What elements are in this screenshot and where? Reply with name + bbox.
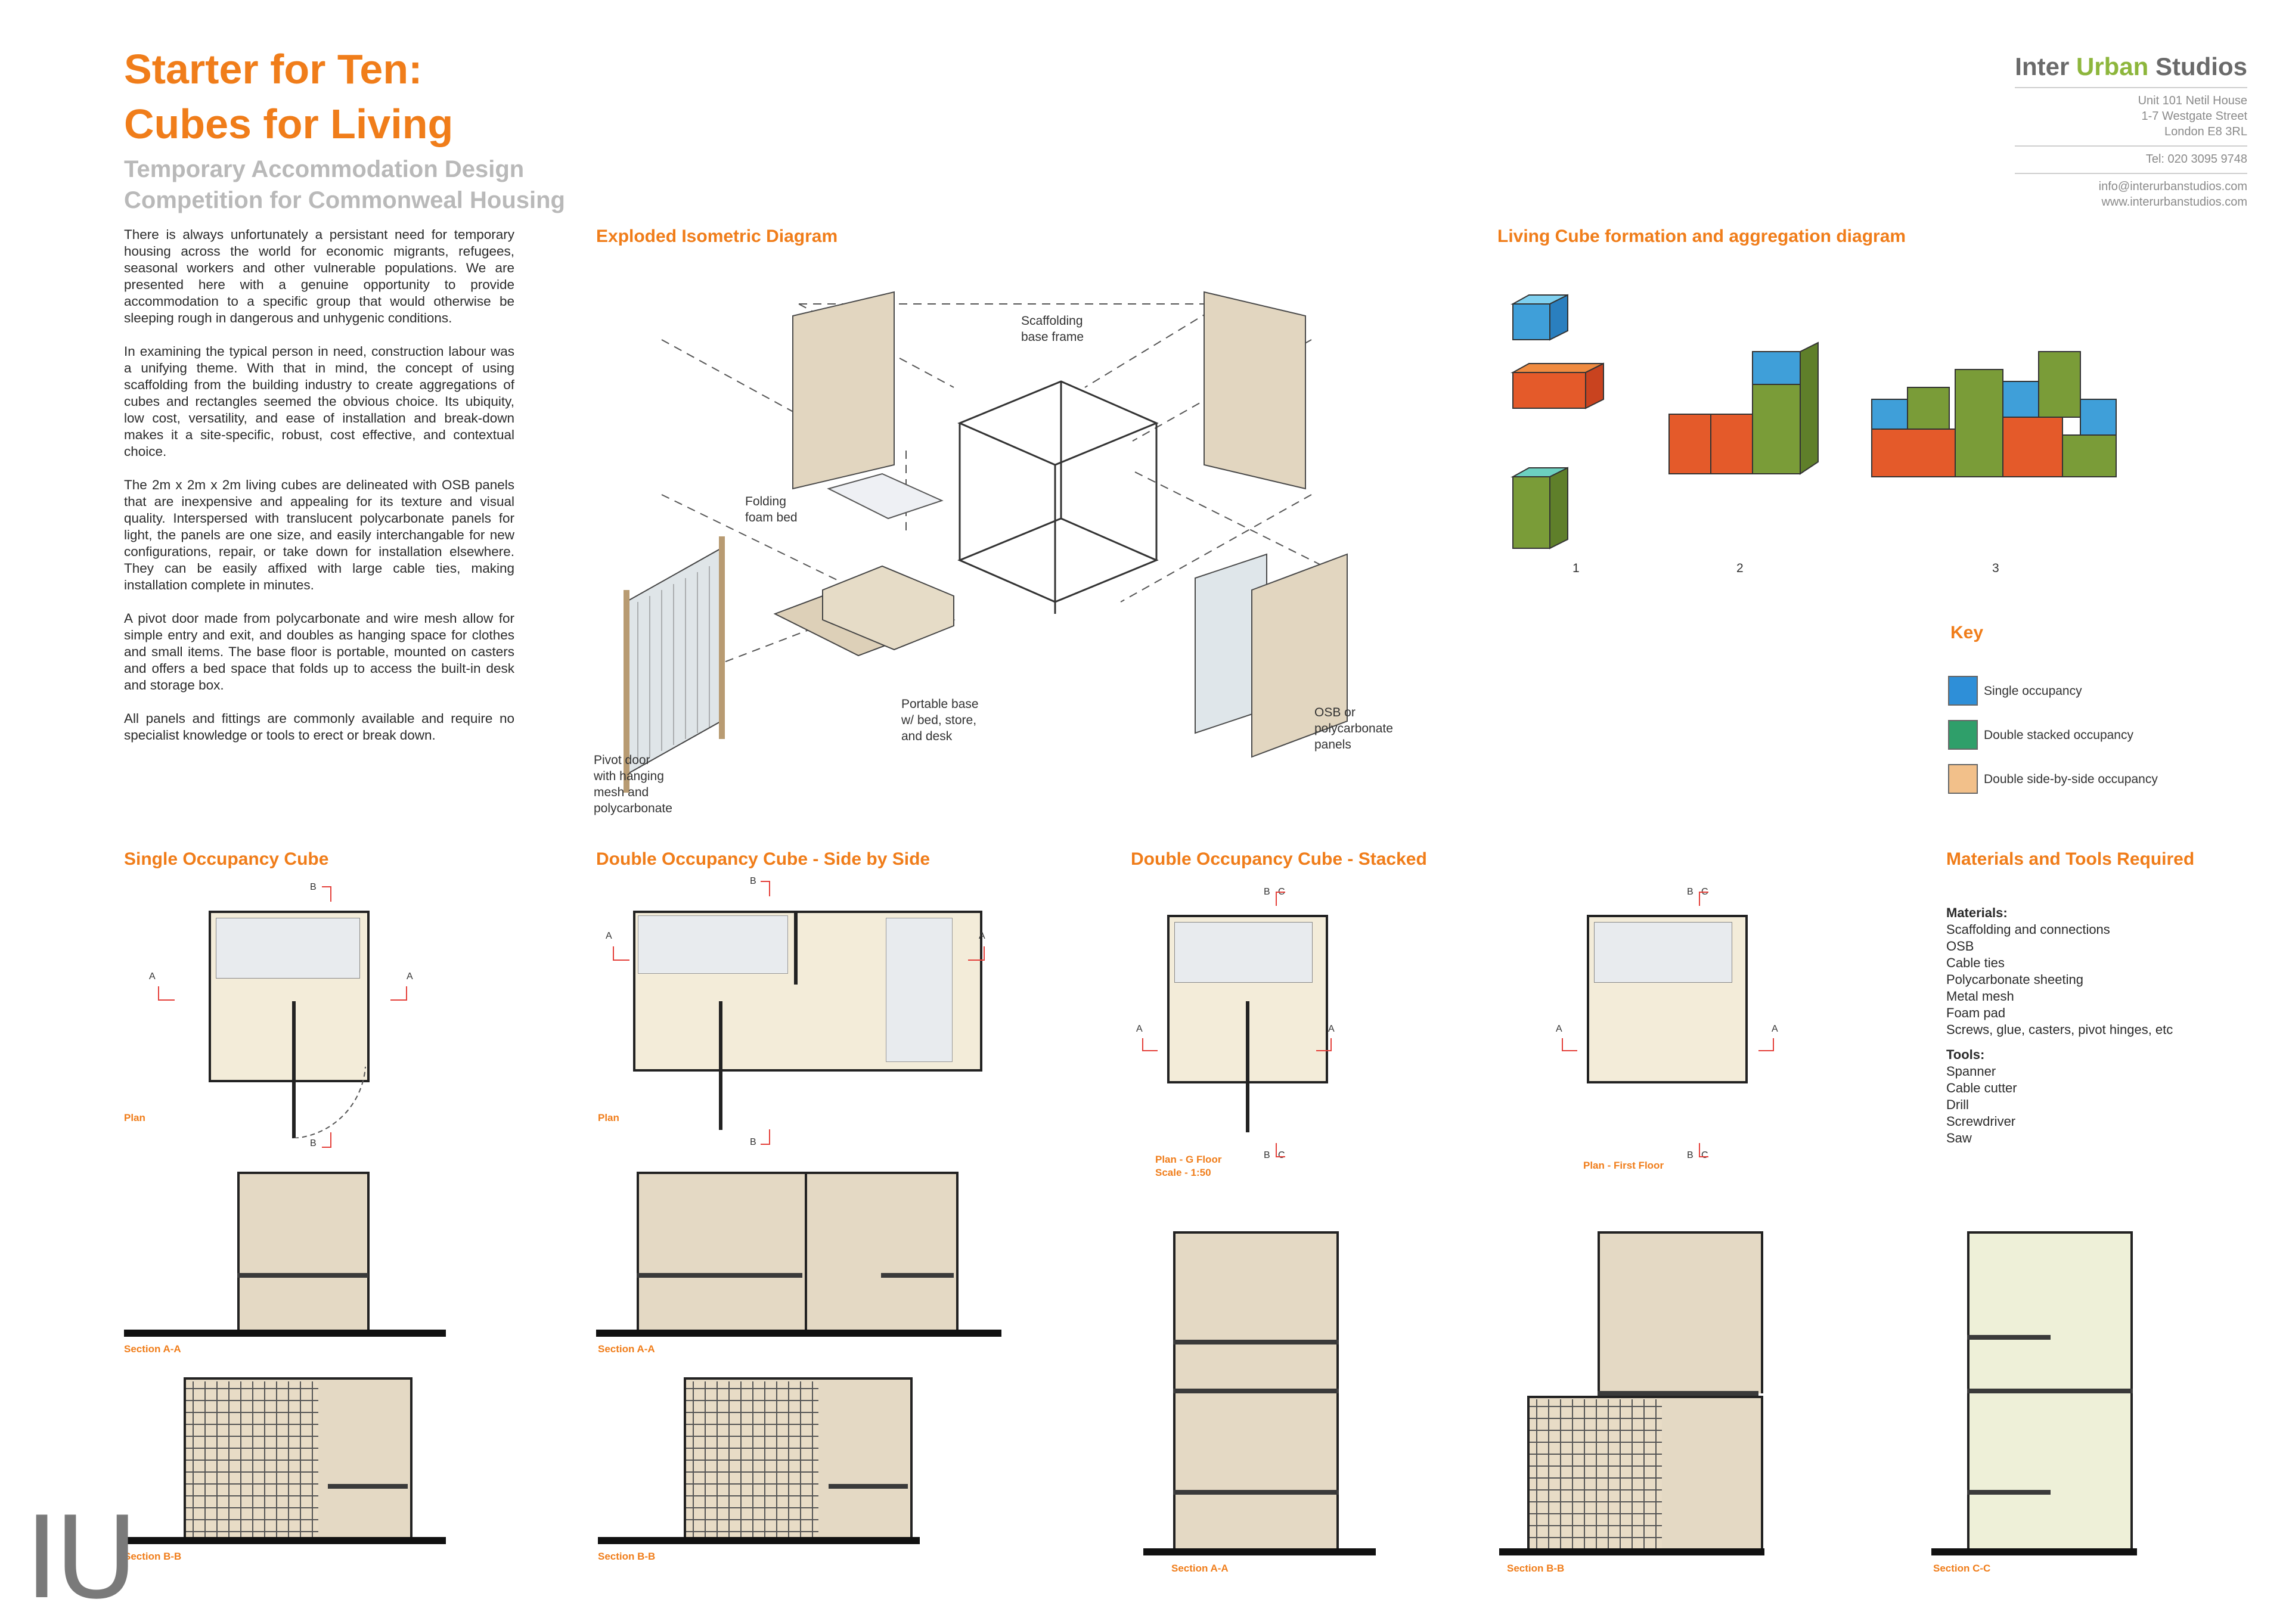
intro-paragraph-3: The 2m x 2m x 2m living cubes are delineated with OSB panels that are inexpensive and appealing for its texture and visual quality. Interspersed with translucent polycarbonate panels for light, the panels are one size, and easily interchangable for new configurations, repair, or take down for installation elsewhere. They can be easily affixed with large cable ties, making installation complete in minutes. bbox=[124, 477, 514, 592]
single-section-a-label: Section A-A bbox=[124, 1343, 181, 1355]
materials-title: Materials: bbox=[1946, 905, 2008, 920]
stacked-g-mark-bc-top: B C bbox=[1264, 887, 1285, 897]
stacked-first-mark-a-left: A bbox=[1556, 1024, 1562, 1034]
single-heading: Single Occupancy Cube bbox=[124, 849, 329, 869]
label-osb-panels: OSB or polycarbonate panels bbox=[1314, 706, 1393, 752]
single-mark-a-right: A bbox=[407, 971, 413, 982]
formation-number-2: 2 bbox=[1736, 561, 1744, 575]
exploded-diagram bbox=[572, 268, 1407, 822]
stacked-section-c-upper-desk bbox=[1967, 1335, 2051, 1340]
studio-email[interactable]: info@interurbanstudios.com bbox=[2098, 180, 2247, 193]
stacked-first-redline-bottom bbox=[1699, 1143, 1708, 1157]
tools-title: Tools: bbox=[1946, 1047, 1985, 1062]
stacked-first-mark-bc-top: B C bbox=[1687, 887, 1708, 897]
formation-diagram bbox=[1502, 280, 2158, 566]
studio-block bbox=[2015, 52, 2247, 210]
studio-web[interactable]: www.interurbanstudios.com bbox=[2101, 195, 2247, 209]
double-side-plan-door bbox=[719, 1001, 722, 1130]
stacked-section-a-lower-bed bbox=[1173, 1490, 1339, 1495]
key-swatch-double-stacked bbox=[1948, 720, 1978, 750]
single-section-a-bed bbox=[237, 1273, 368, 1278]
panel-right-top bbox=[1204, 292, 1305, 489]
double-side-mark-a-right: A bbox=[979, 931, 985, 941]
stacked-first-redline-top bbox=[1699, 892, 1708, 906]
formation-3 bbox=[1872, 352, 2116, 477]
stacked-section-c-ground bbox=[1931, 1548, 2137, 1555]
double-stacked-heading: Double Occupancy Cube - Stacked bbox=[1131, 849, 1427, 869]
tool-item: Cable cutter bbox=[1946, 1080, 2017, 1095]
double-side-redline-a-right bbox=[968, 946, 985, 961]
stacked-first-redline-a-right bbox=[1758, 1038, 1774, 1051]
double-side-plan bbox=[633, 911, 982, 1072]
double-side-section-a-label: Section A-A bbox=[598, 1343, 655, 1355]
stacked-first-mark-a-right: A bbox=[1772, 1024, 1778, 1034]
stacked-g-redline-a-left bbox=[1142, 1038, 1158, 1051]
material-item: Cable ties bbox=[1946, 955, 2005, 970]
formation-2 bbox=[1669, 343, 1818, 474]
material-item: Screws, glue, casters, pivot hinges, etc bbox=[1946, 1022, 2173, 1037]
material-item: Polycarbonate sheeting bbox=[1946, 972, 2083, 987]
double-side-section-b-desk bbox=[829, 1484, 908, 1489]
label-portable-base: Portable base w/ bed, store, and desk bbox=[901, 697, 979, 743]
intro-paragraph-1: There is always unfortunately a persistant need for temporary housing across the world for economic migrants, refugees, seasonal workers and other vulnerable populations. We are presented here with a genuine opportunity to provide accommodation to a specific group that would otherwise be sleeping rough in dangerous and unhygenic conditions. bbox=[124, 227, 514, 325]
tool-item: Screwdriver bbox=[1946, 1114, 2016, 1129]
formation-number-1: 1 bbox=[1572, 561, 1580, 575]
double-side-section-b-label: Section B-B bbox=[598, 1551, 656, 1562]
stacked-section-a-label: Section A-A bbox=[1171, 1563, 1229, 1574]
panel-left-top bbox=[793, 292, 894, 489]
exploded-heading: Exploded Isometric Diagram bbox=[596, 226, 838, 246]
stacked-section-a-floor bbox=[1173, 1389, 1339, 1393]
stacked-g-redline-bottom bbox=[1276, 1143, 1285, 1157]
single-section-a-wall bbox=[237, 1172, 370, 1332]
material-item: OSB bbox=[1946, 939, 1974, 954]
studio-name bbox=[2015, 52, 2247, 81]
double-side-section-a-wall-left bbox=[637, 1172, 807, 1332]
single-mark-b-top: B bbox=[310, 882, 317, 892]
stacked-plan-first-label: Plan - First Floor bbox=[1583, 1160, 1664, 1171]
single-mark-a-left: A bbox=[149, 971, 156, 982]
title-block bbox=[124, 42, 660, 216]
single-section-b-desk bbox=[328, 1484, 408, 1489]
stacked-section-c-label: Section C-C bbox=[1933, 1563, 1991, 1574]
material-item: Scaffolding and connections bbox=[1946, 922, 2110, 937]
stacked-g-redline-a-right bbox=[1316, 1038, 1332, 1051]
single-plan-bed bbox=[216, 918, 360, 979]
key-label-double-side: Double side-by-side occupancy bbox=[1984, 772, 2158, 786]
single-section-b-ground bbox=[124, 1537, 446, 1544]
double-side-plan-divider bbox=[794, 913, 798, 985]
studio-address-1: Unit 101 Netil House bbox=[2138, 94, 2247, 107]
stacked-section-b-label: Section B-B bbox=[1507, 1563, 1565, 1574]
studio-rule-2 bbox=[2015, 145, 2247, 147]
stacked-first-mark-bc-bottom: B C bbox=[1687, 1150, 1708, 1160]
stacked-plan-first-bed bbox=[1594, 922, 1732, 983]
formation-heading: Living Cube formation and aggregation diagram bbox=[1497, 226, 1906, 246]
key-swatch-double-side bbox=[1948, 764, 1978, 794]
studio-address-3: London E8 3RL bbox=[2164, 125, 2247, 138]
stacked-section-a-upper-bed bbox=[1173, 1340, 1339, 1344]
single-section-a-ground bbox=[124, 1330, 446, 1337]
iu-logo: IU bbox=[25, 1492, 135, 1624]
studio-tel: Tel: 020 3095 9748 bbox=[2145, 153, 2247, 166]
material-item: Foam pad bbox=[1946, 1005, 2006, 1020]
double-side-mark-b-top: B bbox=[750, 876, 756, 886]
single-mark-b-bottom: B bbox=[310, 1138, 317, 1148]
subtitle-line-1: Temporary Accommodation Design bbox=[124, 156, 525, 182]
intro-paragraph-2: In examining the typical person in need, construction labour was a unifying theme. With that in mind, the concept of using scaffolding from the building industry to create aggregations of cubes and rectangles seemed the obvious choice. Its ubiquity, low cost, versatility, and ease of installation and break-down makes it a site-specific, robust, cost effective, and contextual choice. bbox=[124, 344, 514, 459]
stacked-g-redline-top bbox=[1276, 892, 1285, 906]
single-redline-b-top bbox=[322, 886, 331, 902]
intro-paragraph-4: A pivot door made from polycarbonate and wire mesh allow for simple entry and exit, and doubles as hanging space for clothes and small items. The base floor is portable, mounted on casters and offers a bed space that folds up to access the built-in desk and storage box. bbox=[124, 611, 514, 693]
title-line-2: Cubes for Living bbox=[124, 101, 454, 147]
formation-1 bbox=[1513, 295, 1603, 548]
single-plan-door-swing bbox=[294, 1001, 371, 1138]
double-side-section-a-bed bbox=[637, 1273, 802, 1278]
studio-name-3: Studios bbox=[2148, 52, 2247, 80]
materials-list bbox=[1946, 905, 2220, 1147]
double-side-section-a-desk bbox=[881, 1273, 954, 1278]
tool-item: Drill bbox=[1946, 1097, 1969, 1112]
stacked-g-mark-a-left: A bbox=[1136, 1024, 1143, 1034]
stacked-section-b-wall-upper bbox=[1598, 1231, 1763, 1393]
stacked-section-a-ground bbox=[1143, 1548, 1376, 1555]
materials-heading: Materials and Tools Required bbox=[1946, 849, 2195, 869]
stacked-section-b-mesh bbox=[1530, 1399, 1662, 1550]
foam-bed bbox=[829, 474, 942, 518]
label-folding-bed: Folding foam bed bbox=[745, 495, 798, 524]
single-redline-a-right bbox=[390, 986, 407, 1001]
subtitle-line-2: Competition for Commonweal Housing bbox=[124, 187, 565, 213]
double-side-plan-label: Plan bbox=[598, 1112, 619, 1123]
label-pivot-door: Pivot door with hanging mesh and polycarbonate bbox=[594, 753, 672, 815]
intro-text bbox=[124, 226, 514, 760]
stacked-section-c-lower-desk bbox=[1967, 1490, 2051, 1495]
double-side-heading: Double Occupancy Cube - Side by Side bbox=[596, 849, 931, 869]
studio-rule-1 bbox=[2015, 87, 2247, 88]
double-side-section-b-ground bbox=[598, 1537, 920, 1544]
studio-name-2: Urban bbox=[2076, 52, 2149, 80]
double-side-mark-b-bottom: B bbox=[750, 1137, 756, 1147]
studio-address-2: 1-7 Westgate Street bbox=[2141, 110, 2247, 123]
stacked-section-c-floor bbox=[1967, 1389, 2133, 1393]
double-side-section-a-wall-right bbox=[805, 1172, 959, 1332]
double-side-section-a-ground bbox=[596, 1330, 1001, 1337]
scaffold-frame bbox=[960, 381, 1156, 614]
double-side-mark-a-left: A bbox=[606, 931, 612, 941]
single-redline-b-bottom bbox=[322, 1132, 331, 1148]
single-redline-a-left bbox=[158, 986, 175, 1001]
stacked-first-redline-a-left bbox=[1562, 1038, 1577, 1051]
label-scaffold: Scaffolding base frame bbox=[1021, 314, 1084, 344]
stacked-plan-first bbox=[1587, 915, 1748, 1083]
intro-paragraph-5: All panels and fittings are commonly available and require no specialist knowledge or tools to erect or break down. bbox=[124, 711, 514, 743]
tool-item: Saw bbox=[1946, 1131, 1972, 1145]
studio-rule-3 bbox=[2015, 173, 2247, 174]
title-line-1: Starter for Ten: bbox=[124, 46, 423, 92]
stacked-plan-g-door bbox=[1246, 1001, 1249, 1132]
double-side-plan-bed-right bbox=[886, 918, 953, 1062]
key-label-single: Single occupancy bbox=[1984, 684, 2082, 698]
single-section-b-mesh bbox=[186, 1381, 318, 1539]
key-label-double-stacked: Double stacked occupancy bbox=[1984, 728, 2133, 742]
studio-name-1: Inter bbox=[2015, 52, 2076, 80]
key-heading: Key bbox=[1950, 623, 1984, 642]
stacked-plan-g-label: Plan - G Floor Scale - 1:50 bbox=[1155, 1154, 1222, 1178]
double-side-plan-bed-left bbox=[638, 915, 788, 974]
material-item: Metal mesh bbox=[1946, 989, 2014, 1004]
double-side-redline-b-bottom bbox=[761, 1129, 770, 1145]
stacked-section-b-floor bbox=[1598, 1391, 1758, 1396]
stacked-section-b-ground bbox=[1499, 1548, 1764, 1555]
tool-item: Spanner bbox=[1946, 1064, 1996, 1079]
single-section-b-label: Section B-B bbox=[124, 1551, 182, 1562]
stacked-g-mark-a-right: A bbox=[1328, 1024, 1335, 1034]
double-side-redline-b-top bbox=[761, 881, 770, 896]
stacked-g-mark-bc-bottom: B C bbox=[1264, 1150, 1285, 1160]
stacked-plan-g-bed bbox=[1174, 922, 1313, 983]
single-plan-label: Plan bbox=[124, 1112, 145, 1123]
key-swatch-single bbox=[1948, 676, 1978, 706]
double-side-section-b-mesh bbox=[686, 1381, 818, 1539]
formation-number-3: 3 bbox=[1992, 561, 1999, 575]
double-side-redline-a-left bbox=[613, 946, 629, 961]
